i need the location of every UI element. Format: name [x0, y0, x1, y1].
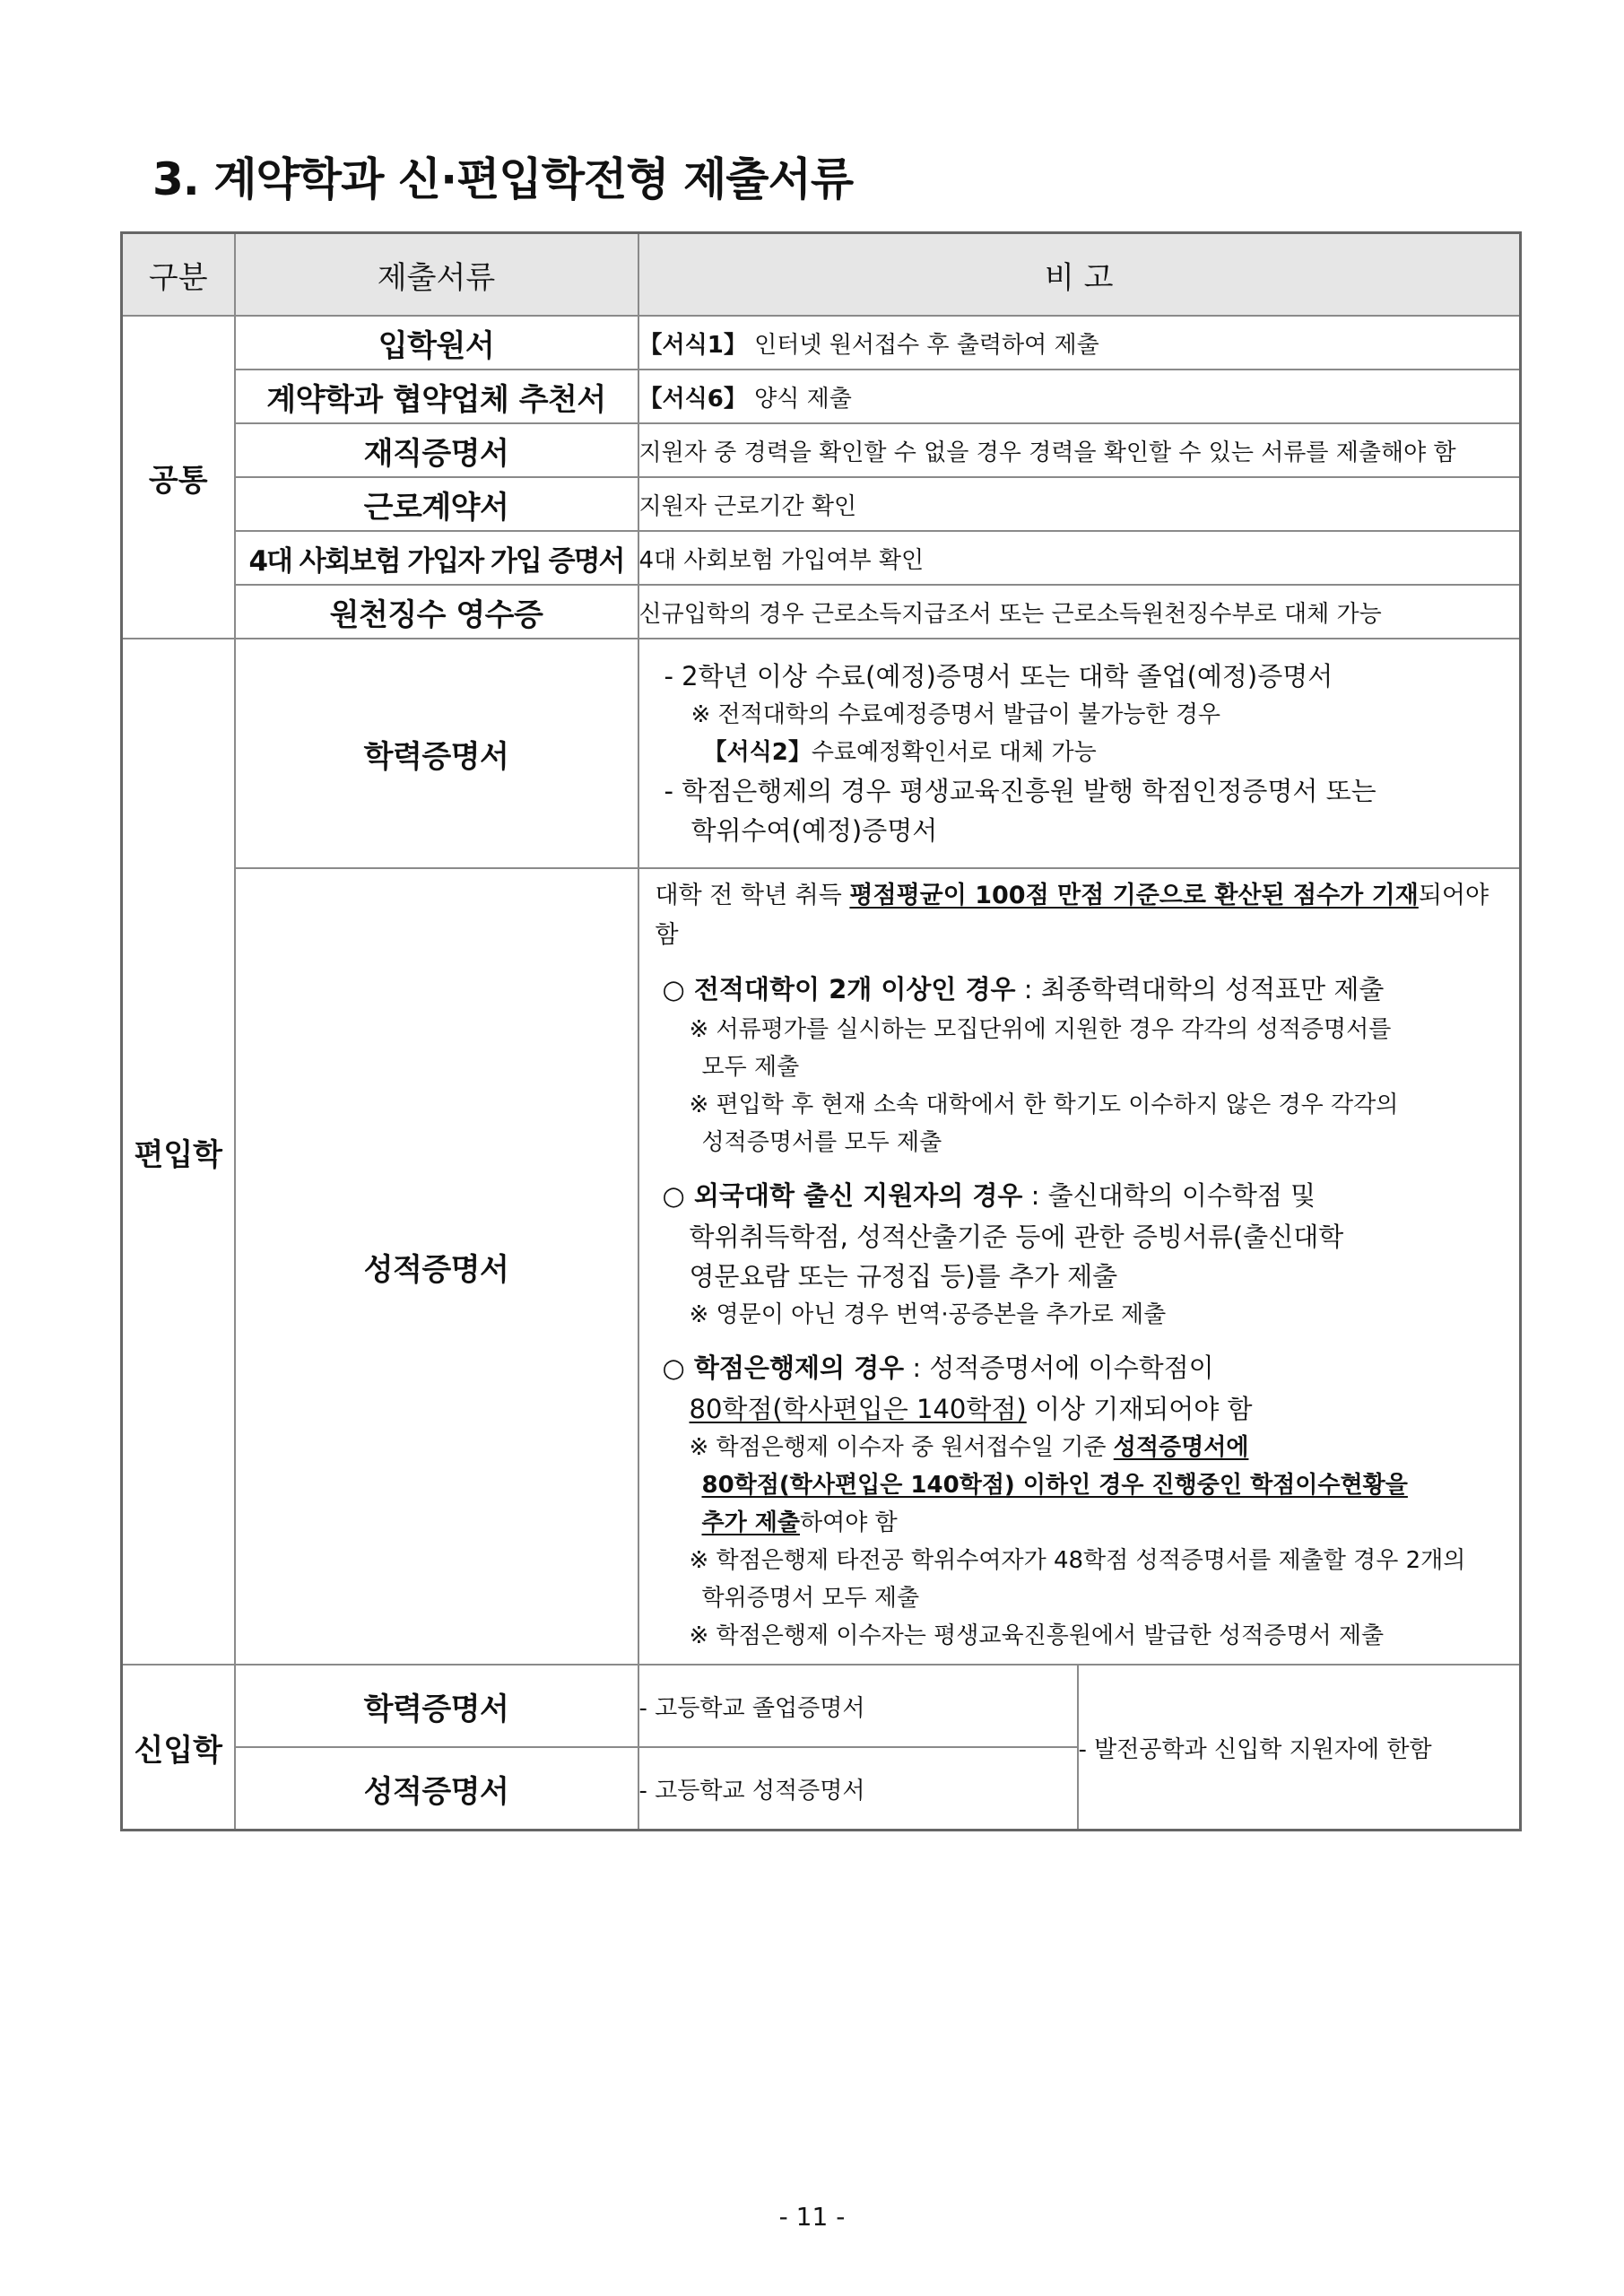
doc-note: 지원자 근로기간 확인 [638, 477, 1521, 531]
list-item: ○ 학점은행제의 경우 : 성적증명서에 이수학점이 [662, 1352, 1214, 1383]
doc-name: 재직증명서 [235, 423, 638, 477]
doc-note: - 고등학교 졸업증명서 [638, 1665, 1078, 1747]
doc-note: - 고등학교 성적증명서 [638, 1747, 1078, 1831]
doc-name: 원천징수 영수증 [235, 585, 638, 639]
header-documents: 제출서류 [235, 233, 638, 317]
table-row [122, 639, 1521, 868]
doc-name: 4대 사회보험 가입자 가입 증명서 [235, 531, 638, 585]
doc-name: 성적증명서 [235, 868, 638, 1665]
documents-table [120, 231, 1522, 1831]
category-common: 공통 [122, 316, 235, 639]
table-row [122, 1665, 1521, 1747]
table-row [122, 585, 1521, 639]
header-remarks: 비 고 [638, 233, 1521, 317]
doc-name: 계약학과 협약업체 추천서 [235, 370, 638, 423]
doc-name: 입학원서 [235, 316, 638, 370]
gpa-requirement: 대학 전 학년 취득 평점평균이 100점 만점 기준으로 환산된 점수가 기재되어야 함 [655, 882, 1489, 949]
category-freshman: 신입학 [122, 1665, 235, 1831]
list-item: ○ 전적대학이 2개 이상인 경우 : 최종학력대학의 성적표만 제출 [662, 974, 1385, 1004]
doc-note: 대학 전 학년 취득 평점평균이 100점 만점 기준으로 환산된 점수가 기재되어야 함 ○ 전적대학이 2개 이상인 경우 : 최종학력대학의 성적표만 제출 ※ 서류평가를 실시하는 모집단위에 지원한 경우 각각의 성적증명서를 모두 제출 ※ 편입학 후 현재 소속 대학에서 한 학기도 이수하지 않은 경우 각각의 성적증명서를 모두 제출 ○ 외국대학 출신 지원자의 경우 : 출신대학의 이수학점 및 학위취득학점, 성적산출기준 등에 관한 증빙서류(출신대학 영문요람 또는 규정집 등)를 추가 제출 ※ 영문이 아닌 경우 번역·공증본을 추가로 제출 ○ 학점은행제의 경우 : 성적증명서에 이수학점이 80학점(학사편입은 140학점) 이상 기재되어야 함 ※ 학점은행제 이수자 중 원서접수일 기준 성적증명서에 80학점(학사편입은 140학점) 이하인 경우 진행중인 학점이수현황을 추가 제출하여야 함 ※ 학점은행제 타전공 학위수여자가 48학점 성적증명서를 제출할 경우 2개의 학위증명서 모두 제출 ※ 학점은행제 이수자는 평생교육진흥원에서 발급한 성적증명서 제출 [638, 868, 1521, 1665]
doc-name: 학력증명서 [235, 1665, 638, 1747]
doc-note: 【서식1】 인터넷 원서접수 후 출력하여 제출 [638, 316, 1521, 370]
doc-name: 근로계약서 [235, 477, 638, 531]
list-item: ○ 외국대학 출신 지원자의 경우 : 출신대학의 이수학점 및 [662, 1180, 1316, 1211]
page-number: - 11 - [778, 2202, 846, 2231]
header-category: 구분 [122, 233, 235, 317]
doc-note: 지원자 중 경력을 확인할 수 없을 경우 경력을 확인할 수 있는 서류를 제출해야 함 [638, 423, 1521, 477]
table-row [122, 868, 1521, 1665]
category-transfer: 편입학 [122, 639, 235, 1665]
doc-name: 성적증명서 [235, 1747, 638, 1831]
table-row [122, 423, 1521, 477]
table-header-row [122, 233, 1521, 317]
table-row [122, 477, 1521, 531]
table-row [122, 316, 1521, 370]
doc-note: 4대 사회보험 가입여부 확인 [638, 531, 1521, 585]
table-row [122, 531, 1521, 585]
table-row [122, 370, 1521, 423]
page-title: 3. 계약학과 신·편입학전형 제출서류 [152, 153, 854, 205]
doc-note: 신규입학의 경우 근로소득지급조서 또는 근로소득원천징수부로 대체 가능 [638, 585, 1521, 639]
freshman-shared-note: - 발전공학과 신입학 지원자에 한함 [1078, 1665, 1521, 1831]
doc-note: - 2학년 이상 수료(예정)증명서 또는 대학 졸업(예정)증명서 ※ 전적대학의 수료예정증명서 발급이 불가능한 경우 【서식2】수료예정확인서로 대체 가능 - 학점은행제의 경우 평생교육진흥원 발행 학점인정증명서 또는 학위수여(예정)증명서 [638, 639, 1521, 868]
doc-name: 학력증명서 [235, 639, 638, 868]
doc-note: 【서식6】 양식 제출 [638, 370, 1521, 423]
